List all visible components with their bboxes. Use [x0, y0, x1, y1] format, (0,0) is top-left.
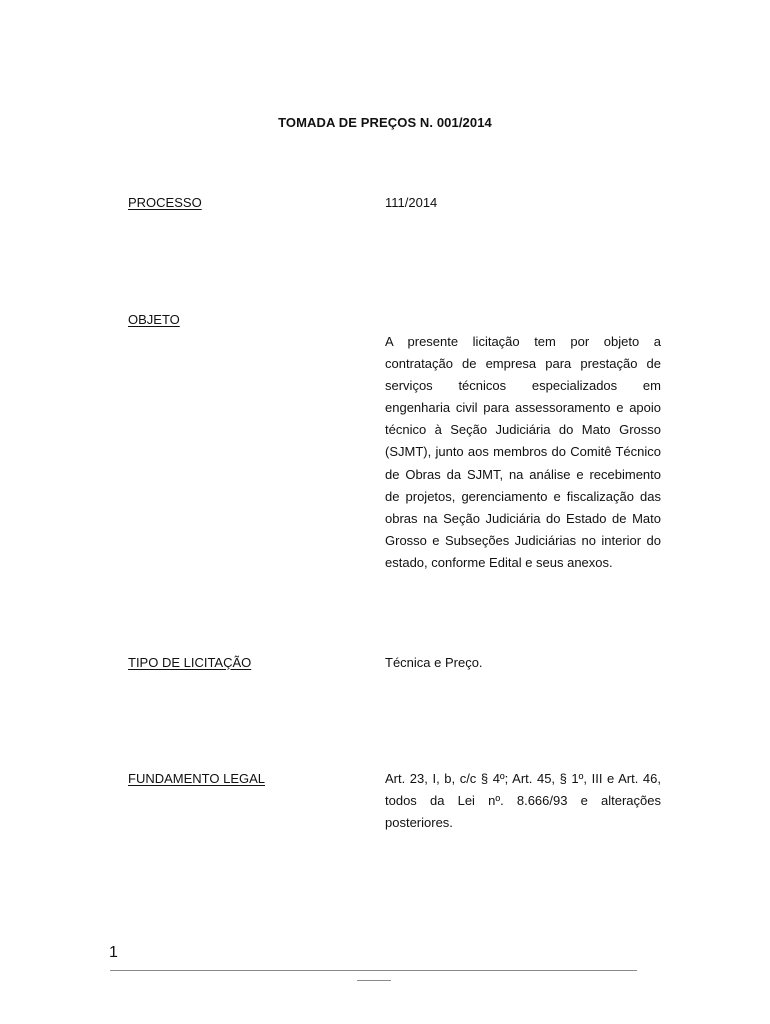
document-title: TOMADA DE PREÇOS N. 001/2014 [278, 115, 492, 130]
fundamento-legal-value: Art. 23, I, b, c/c § 4º; Art. 45, § 1º, III e Art. 46, todos da Lei nº. 8.666/93 e alterações posteriores. [385, 771, 661, 831]
processo-value: 111/2014 [385, 195, 438, 210]
objeto-label: OBJETO [128, 312, 180, 327]
processo-label: PROCESSO [128, 195, 202, 210]
footer-rule [110, 970, 637, 971]
tipo-licitacao-value: Técnica e Preço. [385, 655, 483, 670]
page-number: 1 [109, 944, 118, 961]
fundamento-legal-label: FUNDAMENTO LEGAL [128, 771, 266, 786]
tipo-licitacao-label: TIPO DE LICITAÇÃO [128, 655, 252, 670]
footer-rule-short [357, 980, 391, 981]
objeto-value: A presente licitação tem por objeto a contratação de empresa para prestação de serviços técnicos especializados em engenharia civil para assessoramento e apoio técnico à Seção Judiciária do Mato Grosso (SJMT), junto aos membros do Comitê Técnico de Obras da SJMT, na análise e recebimento de projetos, gerenciamento e fiscalização das obras na Seção Judiciária do Estado de Mato Grosso e Subseções Judiciárias no interior do estado, conforme Edital e seus anexos. [385, 334, 661, 570]
